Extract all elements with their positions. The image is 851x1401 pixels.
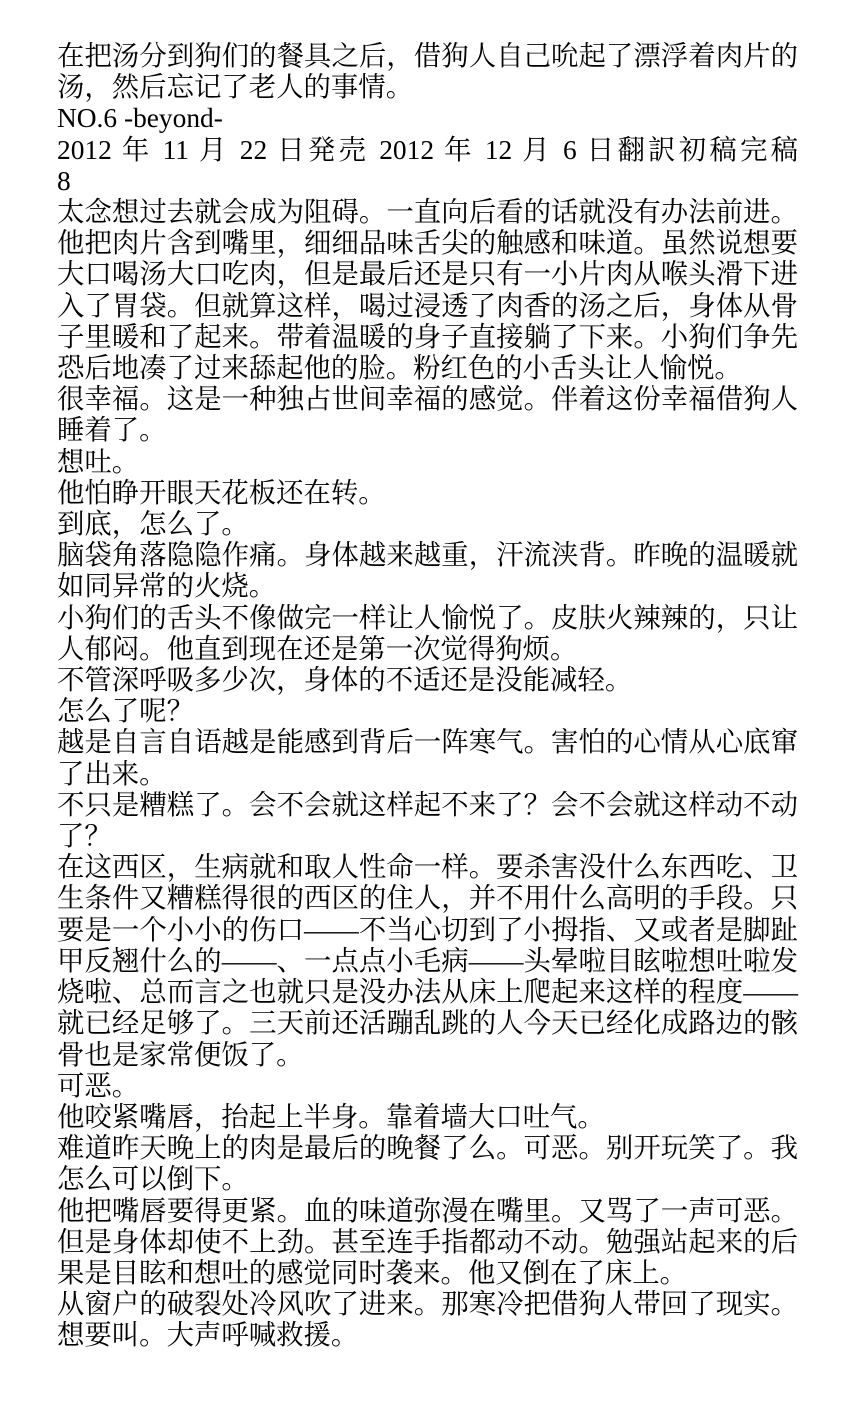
text-line: 在这西区，生病就和取人性命一样。要杀害没什么东西吃、卫 — [57, 852, 798, 883]
text-line: NO.6 -beyond- — [57, 103, 223, 134]
text-line: 想要叫。大声呼喊救援。 — [57, 1320, 359, 1351]
text-line: 他把肉片含到嘴里，细细品味舌尖的触感和味道。虽然说想要 — [57, 228, 798, 259]
document-page — [57, 41, 798, 1352]
text-line: 睡着了。 — [57, 415, 167, 446]
text-line: 骨也是家常便饭了。 — [57, 1039, 304, 1070]
text-line: 不只是糟糕了。会不会就这样起不来了？会不会就这样动不动 — [57, 789, 798, 820]
text-line: 想吐。 — [57, 446, 140, 477]
text-line: 烧啦、总而言之也就只是没办法从床上爬起来这样的程度—— — [57, 977, 798, 1008]
text-line: 入了胃袋。但就算这样，喝过浸透了肉香的汤之后，身体从骨 — [57, 290, 798, 321]
text-line: 8 — [57, 165, 71, 196]
text-line: 了？ — [57, 821, 112, 852]
text-line: 他怕睁开眼天花板还在转。 — [57, 477, 386, 508]
text-line: 甲反翘什么的——、一点点小毛病——头晕啦目眩啦想吐啦发 — [57, 945, 798, 976]
text-line: 他咬紧嘴唇，抬起上半身。靠着墙大口吐气。 — [57, 1101, 605, 1132]
text-line: 生条件又糟糕得很的西区的住人，并不用什么高明的手段。只 — [57, 883, 798, 914]
text-line: 太念想过去就会成为阻碍。一直向后看的话就没有办法前进。 — [57, 197, 798, 228]
text-line: 不管深呼吸多少次，身体的不适还是没能减轻。 — [57, 665, 633, 696]
text-line: 从窗户的破裂处冷风吹了进来。那寒冷把借狗人带回了现实。 — [57, 1289, 798, 1320]
text-line: 越是自言自语越是能感到背后一阵寒气。害怕的心情从心底窜 — [57, 727, 798, 758]
text-line: 难道昨天晚上的肉是最后的晚餐了么。可恶。别开玩笑了。我 — [57, 1133, 798, 1164]
text-line: 但是身体却使不上劲。甚至连手指都动不动。勉强站起来的后 — [57, 1226, 798, 1257]
text-line: 到底，怎么了。 — [57, 509, 249, 540]
text-line: 了出来。 — [57, 758, 167, 789]
text-line: 要是一个小小的伤口——不当心切到了小拇指、又或者是脚趾 — [57, 914, 798, 945]
text-line: 在把汤分到狗们的餐具之后，借狗人自己吮起了漂浮着肉片的 — [57, 41, 798, 71]
text-line: 子里暖和了起来。带着温暖的身子直接躺了下来。小狗们争先 — [57, 321, 798, 352]
text-line: 脑袋角落隐隐作痛。身体越来越重，汗流浃背。昨晚的温暖就 — [57, 540, 798, 571]
text-line: 汤，然后忘记了老人的事情。 — [57, 72, 414, 103]
text-line: 果是目眩和想吐的感觉同时袭来。他又倒在了床上。 — [57, 1257, 687, 1288]
text-line: 2012 年 11 月 22 日発売 2012 年 12 月 6 日翻訳初稿完稿 — [57, 134, 798, 165]
text-line: 如同异常的火烧。 — [57, 571, 277, 602]
text-line: 就已经足够了。三天前还活蹦乱跳的人今天已经化成路边的骸 — [57, 1008, 798, 1039]
text-line: 大口喝汤大口吃肉，但是最后还是只有一小片肉从喉头滑下进 — [57, 259, 798, 290]
text-line: 很幸福。这是一种独占世间幸福的感觉。伴着这份幸福借狗人 — [57, 384, 798, 415]
text-line: 怎么了呢？ — [57, 696, 194, 727]
text-line: 恐后地凑了过来舔起他的脸。粉红色的小舌头让人愉悦。 — [57, 353, 742, 384]
text-line: 人郁闷。他直到现在还是第一次觉得狗烦。 — [57, 633, 578, 664]
text-line: 可恶。 — [57, 1070, 140, 1101]
text-line: 他把嘴唇要得更紧。血的味道弥漫在嘴里。又骂了一声可恶。 — [57, 1195, 798, 1226]
text-line: 小狗们的舌头不像做完一样让人愉悦了。皮肤火辣辣的，只让 — [57, 602, 798, 633]
text-line: 怎么可以倒下。 — [57, 1164, 249, 1195]
